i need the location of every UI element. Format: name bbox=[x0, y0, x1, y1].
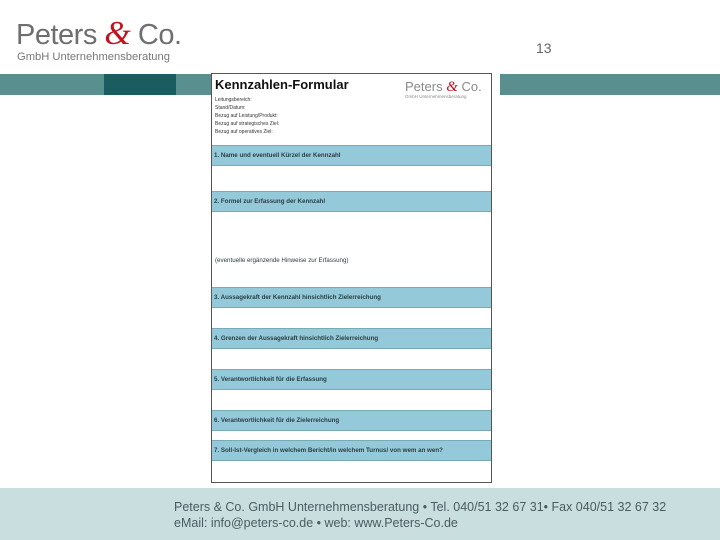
form-title: Kennzahlen-Formular bbox=[215, 77, 349, 92]
form-section-1 bbox=[212, 145, 491, 166]
logo-subtitle: GmbH Unternehmensberatung bbox=[17, 51, 170, 63]
form-meta-line: Bezug auf strategisches Ziel: bbox=[215, 121, 280, 127]
form-section-label: 3. Aussagekraft der Kennzahl hinsichtlich Zielerreichung bbox=[214, 294, 381, 301]
header-band-left bbox=[0, 74, 104, 95]
mini-logo-subtitle: GmbH Unternehmensberatung bbox=[405, 94, 467, 99]
footer-contact-line: Peters & Co. GmbH Unternehmensberatung • Tel. 040/51 32 67 31• Fax 040/51 32 67 32 bbox=[174, 500, 667, 514]
form-section-5 bbox=[212, 369, 491, 390]
form-meta-line: Stand/Datum: bbox=[215, 105, 246, 111]
form-section-2 bbox=[212, 191, 491, 212]
mini-logo-name-part1: Peters bbox=[405, 79, 447, 94]
form-section-label: 7. Soll-Ist-Vergleich in welchem Bericht/in welchem Turnus/ von wem an wen? bbox=[214, 447, 443, 454]
company-logo bbox=[16, 15, 182, 64]
form-section-label: 5. Verantwortlichkeit für die Erfassung bbox=[214, 376, 327, 383]
header-band-mid bbox=[176, 74, 212, 95]
header-band-dark bbox=[104, 74, 176, 95]
form-section-6 bbox=[212, 410, 491, 431]
logo-wordmark bbox=[16, 15, 182, 52]
mini-logo-ampersand: & bbox=[446, 79, 458, 95]
kennzahlen-form-image bbox=[211, 73, 492, 483]
logo-name-part1: Peters bbox=[16, 19, 105, 51]
mini-logo-wordmark bbox=[405, 80, 489, 94]
form-meta bbox=[215, 96, 279, 136]
form-section-label: 4. Grenzen der Aussagekraft hinsichtlich Zielerreichung bbox=[214, 335, 379, 342]
form-hint-text: (eventuelle ergänzende Hinweise zur Erfassung) bbox=[215, 257, 349, 264]
form-section-7 bbox=[212, 440, 491, 461]
form-meta-line: Leitungsbereich: bbox=[215, 97, 252, 103]
form-meta-line: Bezug auf operatives Ziel: bbox=[215, 129, 273, 135]
footer-web-line: eMail: info@peters-co.de • web: www.Peters-Co.de bbox=[174, 516, 458, 530]
form-section-label: 2. Formel zur Erfassung der Kennzahl bbox=[214, 198, 326, 205]
form-section-3 bbox=[212, 287, 491, 308]
form-section-label: 1. Name und eventuell Kürzel der Kennzahl bbox=[214, 152, 341, 159]
page-number: 13 bbox=[536, 40, 552, 56]
footer-bar bbox=[0, 488, 720, 540]
form-mini-logo bbox=[405, 80, 489, 104]
form-meta-line: Bezug auf Leistung/Produkt: bbox=[215, 113, 278, 119]
logo-name-part2: Co. bbox=[130, 19, 182, 51]
logo-ampersand: & bbox=[104, 15, 131, 52]
header-band-right bbox=[500, 74, 720, 95]
mini-logo-name-part2: Co. bbox=[457, 79, 482, 94]
form-section-4 bbox=[212, 328, 491, 349]
form-section-label: 6. Verantwortlichkeit für die Zielerreichung bbox=[214, 417, 340, 424]
